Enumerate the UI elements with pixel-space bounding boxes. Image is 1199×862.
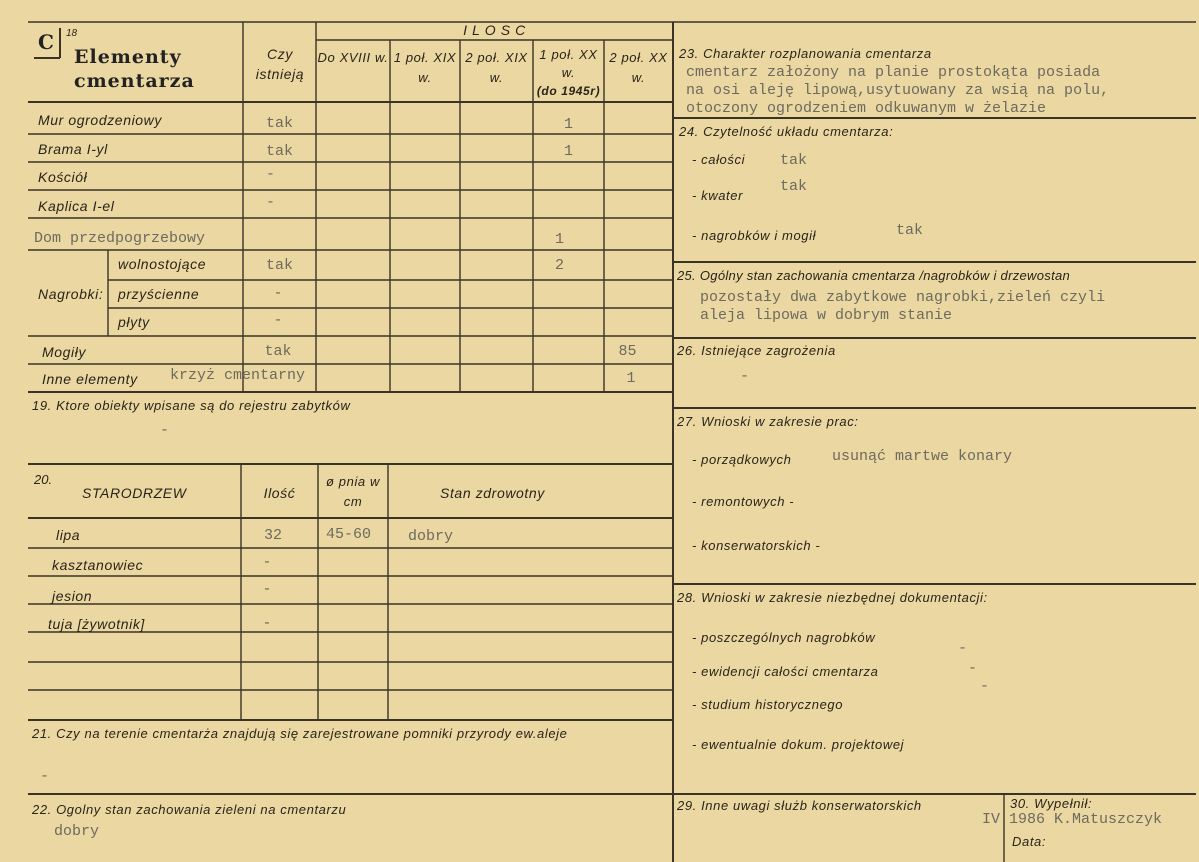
- q26-value: -: [740, 368, 750, 385]
- q28-item-value: -: [980, 678, 990, 695]
- tree-name: kasztanowiec: [52, 557, 144, 573]
- q28-item-label: - ewidencji całości cmentarza: [692, 664, 879, 679]
- q30-date-label: Data:: [1012, 834, 1047, 849]
- q24-label: 24. Czytelność układu cmentarza:: [679, 124, 894, 139]
- trees-header-qty: Ilość: [263, 485, 296, 501]
- row-label: Kościół: [38, 169, 88, 185]
- q22-label: 22. Ogolny stan zachowania zieleni na cmentarzu: [32, 802, 347, 817]
- card-letter: C: [38, 30, 55, 54]
- tree-name: lipa: [56, 527, 81, 543]
- quantity-value: 1: [563, 116, 573, 133]
- exists-value: -: [265, 194, 275, 211]
- q30-label: 30. Wypełnił:: [1010, 796, 1093, 811]
- row-label: Inne elementy: [42, 371, 138, 387]
- q23-line: otoczony ogrodzeniem odkuwanym w żelazie: [686, 100, 1047, 117]
- tree-health: dobry: [408, 528, 454, 545]
- tree-qty: -: [262, 581, 272, 598]
- q28-item-label: - poszczególnych nagrobków: [692, 630, 876, 645]
- q26-label: 26. Istniejące zagrożenia: [677, 343, 836, 358]
- q30-value: IV 1986 K.Matuszczyk: [982, 811, 1163, 828]
- row-label: Kaplica I-el: [38, 198, 115, 214]
- card-superscript: 18: [66, 28, 78, 39]
- tree-trunk: 45-60: [326, 526, 372, 543]
- row-label: płyty: [118, 314, 150, 330]
- header-1pol-xx: 1 poł. XX w.: [539, 47, 598, 80]
- q27-item-label: - konserwatorskich -: [692, 538, 821, 553]
- header-do-xviii: Do XVIII w.: [317, 50, 389, 65]
- row-label: Mogiły: [42, 344, 87, 360]
- exists-value: -: [273, 312, 283, 329]
- quantity-value: 2: [554, 257, 564, 274]
- header-1pol-xx-note: (do 1945r): [536, 84, 601, 98]
- q19-label: 19. Ktore obiekty wpisane są do rejestru zabytków: [32, 398, 351, 413]
- row-label: Mur ogrodzeniowy: [38, 112, 162, 128]
- q23-line: na osi aleję lipową,usytuowany za wsią na polu,: [686, 82, 1110, 99]
- q24-item-label: - całości: [692, 152, 746, 167]
- q27-item-label: - remontowych -: [692, 494, 795, 509]
- q27-item-value: usunąć martwe konary: [832, 448, 1013, 465]
- exists-value: -: [273, 285, 283, 302]
- quantity-value: 85: [618, 343, 637, 360]
- row-label: przyścienne: [118, 286, 200, 302]
- q21-label: 21. Czy na terenie cmentarża znajdują się zarejestrowane pomniki przyrody ew.aleje: [32, 726, 568, 741]
- q24-item-value: tak: [780, 178, 808, 195]
- trees-header-health: Stan zdrowotny: [440, 485, 545, 501]
- q27-label: 27. Wnioski w zakresie prac:: [677, 414, 859, 429]
- row-label: Dom przedpogrzebowy: [34, 230, 206, 247]
- tree-name: jesion: [52, 588, 93, 604]
- header-1pol-xix: 1 poł. XIX w.: [393, 50, 457, 85]
- q24-item-label: - kwater: [692, 188, 744, 203]
- q24-item-value: tak: [896, 222, 924, 239]
- q19-value: -: [160, 422, 170, 439]
- q25-line: pozostały dwa zabytkowe nagrobki,zieleń czyli: [700, 289, 1106, 306]
- q23-label: 23. Charakter rozplanowania cmentarza: [679, 46, 932, 61]
- row-label: wolnostojące: [118, 256, 207, 272]
- quantity-value: 1: [563, 143, 573, 160]
- q24-item-value: tak: [780, 152, 808, 169]
- quantity-value: 1: [554, 231, 564, 248]
- header-exists: Czy istnieją: [255, 46, 305, 82]
- header-quantity: I L O S C: [463, 22, 526, 38]
- q28-item-value: -: [958, 640, 968, 657]
- exists-value: -: [265, 166, 275, 183]
- q28-label: 28. Wnioski w zakresie niezbędnej dokumentacji:: [677, 590, 988, 605]
- quantity-value: 1: [626, 370, 636, 387]
- tree-qty: -: [262, 554, 272, 571]
- q25-line: aleja lipowa w dobrym stanie: [700, 307, 953, 324]
- q22-value: dobry: [54, 823, 100, 840]
- q25-label: 25. Ogólny stan zachowania cmentarza /nagrobków i drzewostan: [677, 268, 1071, 283]
- q28-item-label: - ewentualnie dokum. projektowej: [692, 737, 905, 752]
- q20-number: 20.: [34, 472, 53, 487]
- exists-value: tak: [265, 115, 293, 132]
- exists-value: tak: [265, 143, 293, 160]
- tree-qty: -: [262, 615, 272, 632]
- q21-value: -: [40, 768, 50, 785]
- header-2pol-xx: 2 poł. XX w.: [609, 50, 668, 85]
- exists-value: tak: [265, 257, 293, 274]
- tree-qty: 32: [263, 527, 282, 544]
- inne-elementy-value: krzyż cmentarny: [170, 367, 306, 384]
- q28-item-label: - studium historycznego: [692, 697, 844, 712]
- exists-value: tak: [264, 343, 292, 360]
- q24-item-label: - nagrobków i mogił: [692, 228, 817, 243]
- row-label: Brama I-yl: [38, 141, 108, 157]
- card-title-line1: Elementy: [74, 46, 182, 68]
- nagrobki-label: Nagrobki:: [38, 286, 104, 302]
- q28-item-value: -: [968, 660, 978, 677]
- header-2pol-xix: 2 poł. XIX w.: [465, 50, 528, 85]
- trees-header-name: STARODRZEW: [82, 485, 187, 501]
- q27-item-label: - porządkowych: [692, 452, 792, 467]
- trees-header-trunk: ø pnia w cm: [326, 474, 380, 509]
- card-title-line2: cmentarza: [74, 70, 195, 92]
- tree-name: tuja [żywotnik]: [48, 616, 145, 632]
- q23-line: cmentarz założony na planie prostokąta posiada: [686, 64, 1101, 81]
- q29-label: 29. Inne uwagi służb konserwatorskich: [677, 798, 922, 813]
